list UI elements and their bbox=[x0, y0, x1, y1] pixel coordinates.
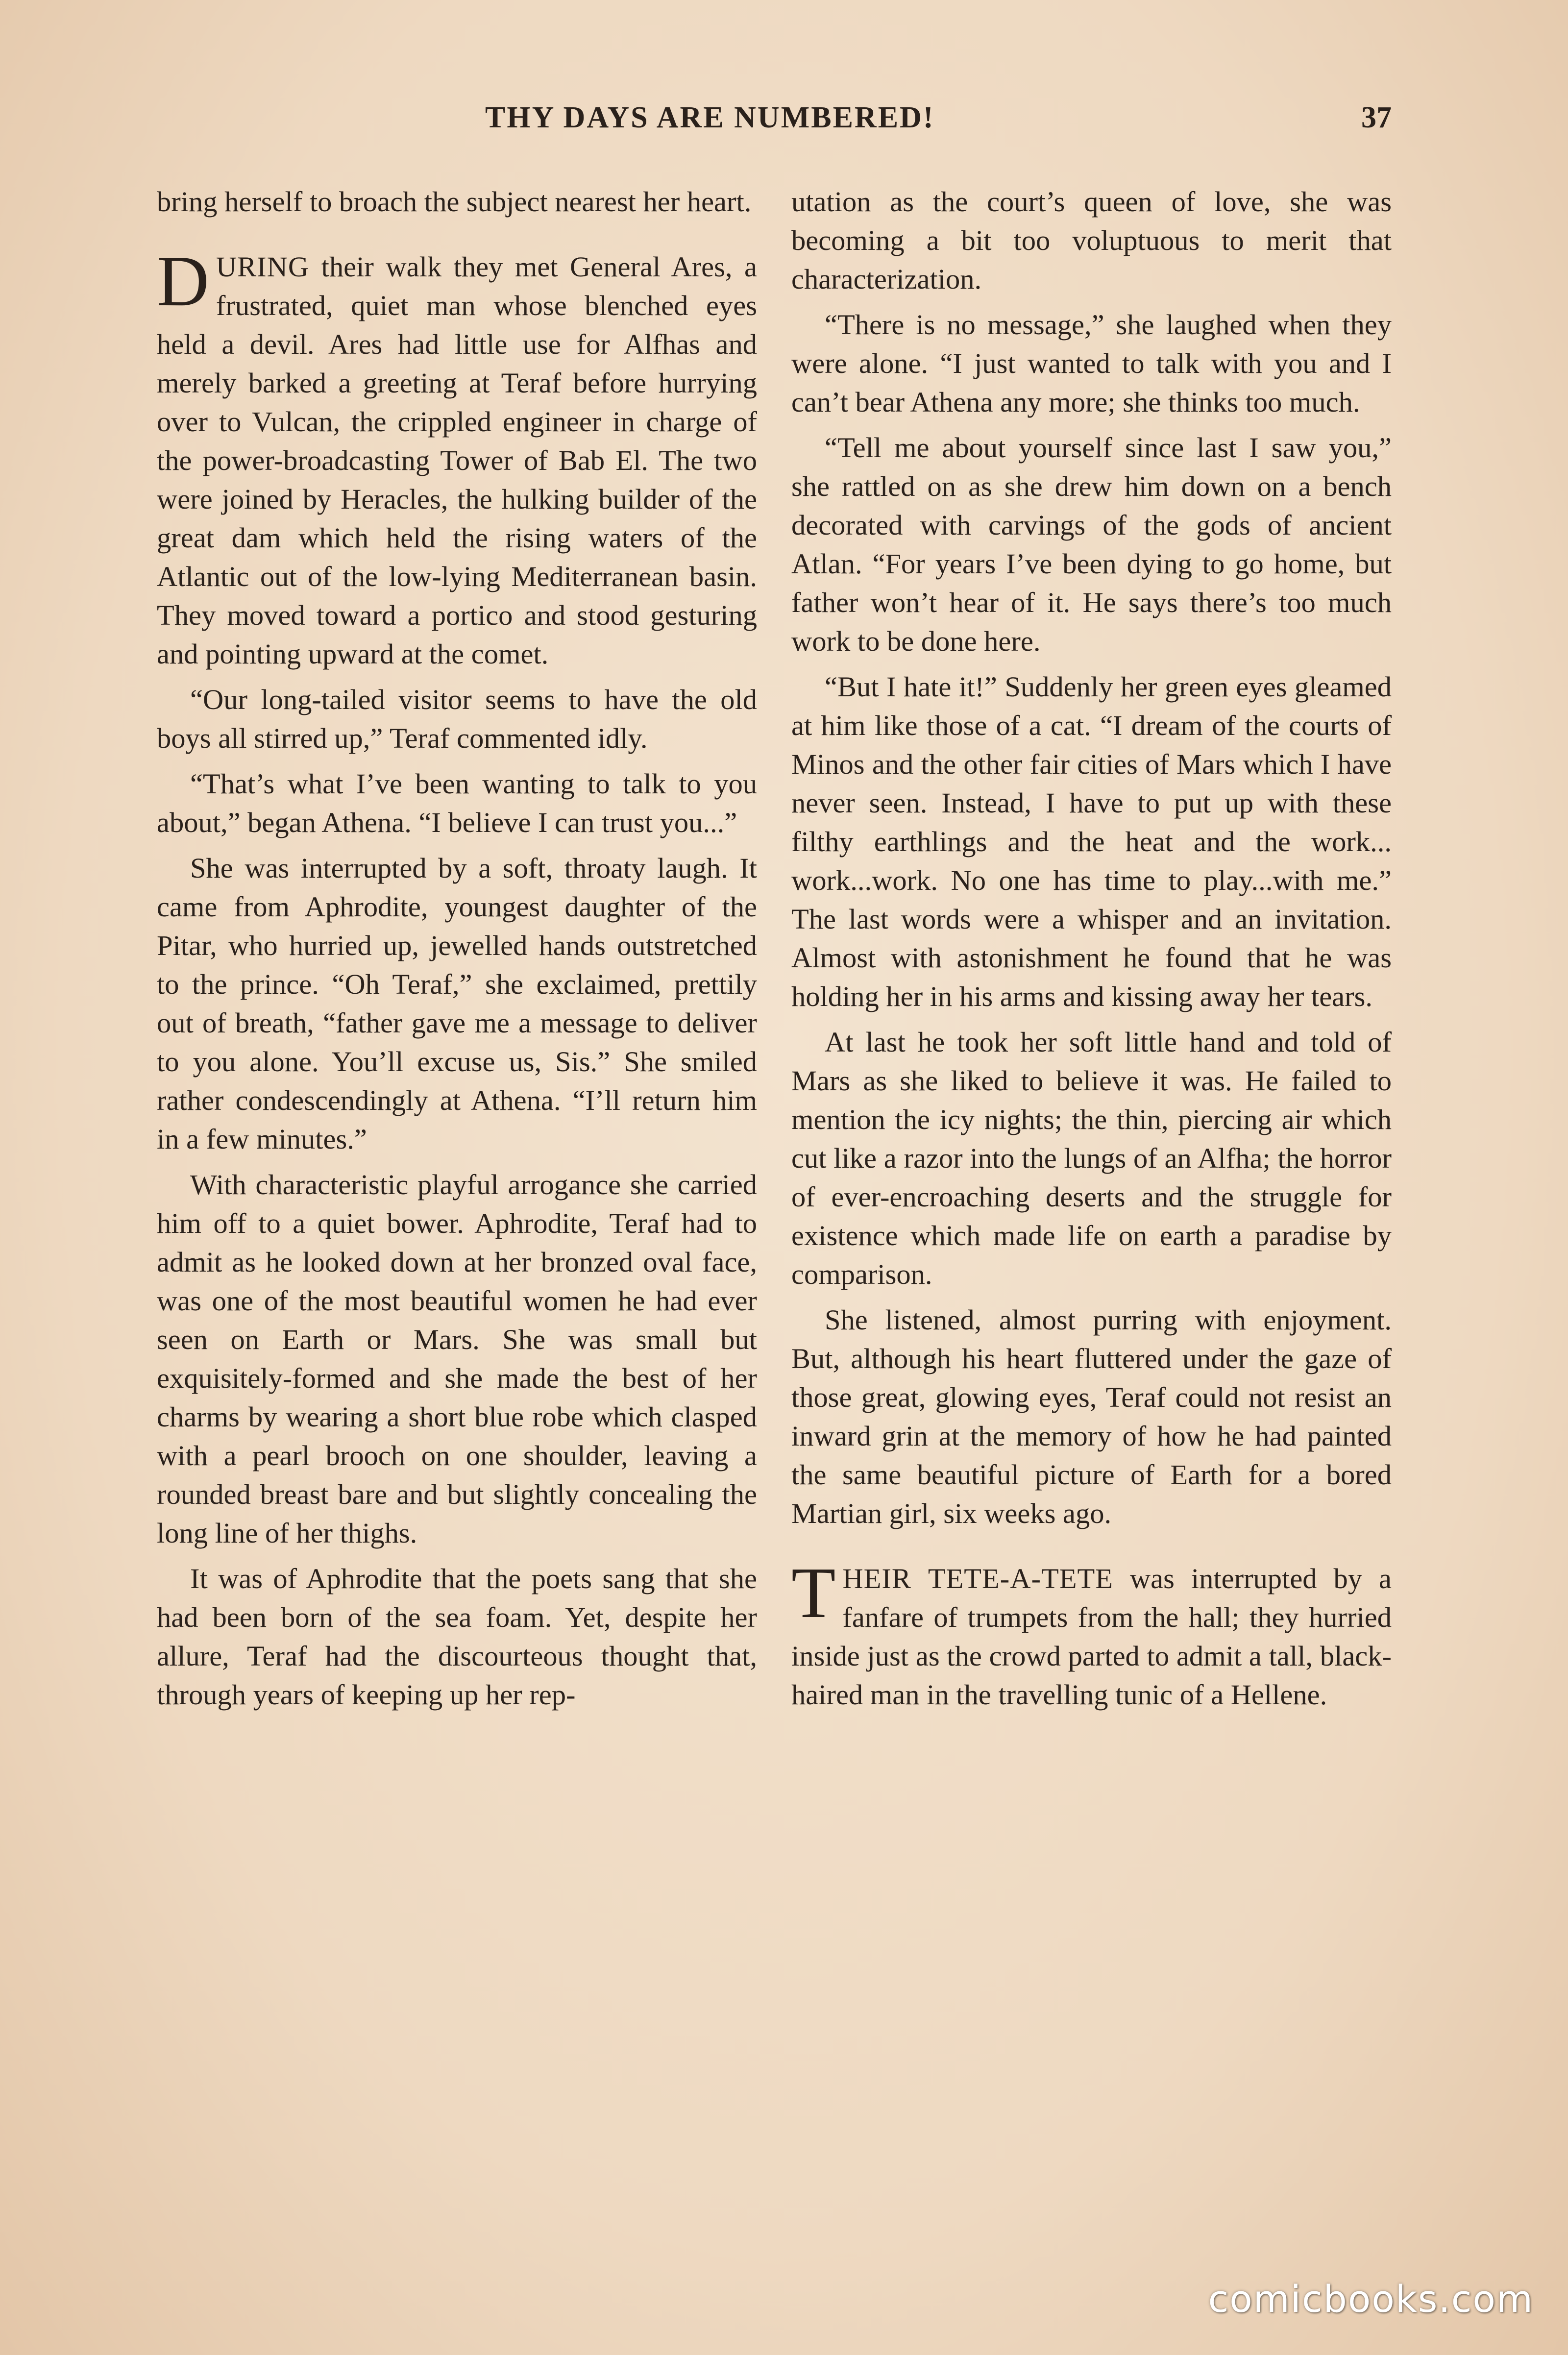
paragraph: “There is no message,” she laughed when they were alone. “I just wanted to talk with you and I can’t bear Athena any more; she thinks too much. bbox=[791, 309, 1392, 418]
paragraph: It was of Aphrodite that the poets sang that she had been born of the sea foam. Yet, despite her allure, Teraf had the discourteous thought that, through years of keeping up her rep- bbox=[157, 1563, 757, 1711]
drop-cap: T bbox=[791, 1553, 836, 1633]
section-paragraph bbox=[157, 241, 757, 673]
paragraph: She listened, almost purring with enjoyment. But, although his heart fluttered under the gaze of those great, glowing eyes, Teraf could not resist an inward grin at the memory of how he had painted the same beautiful picture of Earth for a bored Martian girl, six weeks ago. bbox=[791, 1304, 1392, 1529]
page-header bbox=[485, 100, 1392, 145]
paragraph: “But I hate it!” Suddenly her green eyes gleamed at him like those of a cat. “I dream of the courts of Minos and the other fair cities of Mars which I have never seen. Instead, I have to put up with these filthy earthlings and the heat and the work... work...work. No one has time to play...with me.” The last words were a whisper and an invitation. Almost with astonishment he found that he was holding her in his arms and kissing away her tears. bbox=[791, 671, 1392, 1012]
right-column bbox=[791, 182, 1392, 2216]
page-number: 37 bbox=[1361, 101, 1392, 134]
paragraph: “That’s what I’ve been wanting to talk to you about,” began Athena. “I believe I can trust you...” bbox=[157, 768, 757, 838]
lead-in: HEIR TETE-A-TETE bbox=[842, 1563, 1113, 1595]
paragraph: “Tell me about yourself since last I saw you,” she rattled on as she drew him down on a bench decorated with carvings of the gods of ancient Atlan. “For years I’ve been dying to go home, but father won’t hear of it. He says there’s too much work to be done here. bbox=[791, 432, 1392, 657]
paragraph: “Our long-tailed visitor seems to have the old boys all stirred up,” Teraf commented idly. bbox=[157, 684, 757, 754]
paragraph: At last he took her soft little hand and told of Mars as she liked to believe it was. He failed to mention the icy nights; the thin, piercing air which cut like a razor into the lungs of an Alfha; the horror of ever-encroaching deserts and the struggle for existence which made life on earth a paradise by comparison. bbox=[791, 1026, 1392, 1290]
paragraph: She was interrupted by a soft, throaty laugh. It came from Aphrodite, youngest daughter of the Pitar, who hurried up, jewelled hands outstretched to the prince. “Oh Teraf,” she exclaimed, prettily out of breath, “father gave me a message to deliver to you alone. You’ll excuse us, Sis.” She smiled rather condescendingly at Athena. “I’ll return him in a few minutes.” bbox=[157, 852, 757, 1155]
paragraph: bring herself to broach the subject nearest her heart. bbox=[157, 186, 752, 218]
left-column bbox=[157, 182, 757, 2216]
drop-cap: D bbox=[157, 241, 209, 321]
paragraph: With characteristic playful arrogance she carried him off to a quiet bower. Aphrodite, Teraf had to admit as he looked down at her bronzed oval face, was one of the most beautiful women he had ever seen on Earth or Mars. She was small but exquisitely-formed and she made the best of her charms by wearing a short blue robe which clasped with a pearl brooch on one shoulder, leaving a rounded breast bare and but slightly concealing the long line of her thighs. bbox=[157, 1169, 757, 1549]
paragraph-text: was interrupted by a fanfare of trumpets from the hall; they hurried inside just as the crowd parted to admit a tall, black-haired man in the travelling tunic of a Hellene. bbox=[791, 1563, 1392, 1711]
paragraph-text: their walk they met General Ares, a frustrated, quiet man whose blenched eyes held a devil. Ares had little use for Alfhas and merely barked a greeting at Teraf before hurrying over to Vulcan, the crippled engineer in charge of the power-broadcasting Tower of Bab El. The two were joined by Heracles, the hulking builder of the great dam which held the rising waters of the Atlantic out of the low-lying Mediterranean basin. They moved toward a portico and stood gesturing and pointing upward at the comet. bbox=[157, 251, 757, 670]
lead-in: URING bbox=[216, 251, 310, 283]
watermark-logo: comicbooks.com bbox=[1208, 2277, 1534, 2321]
section-paragraph bbox=[791, 1553, 1392, 1714]
running-title: THY DAYS ARE NUMBERED! bbox=[485, 101, 935, 134]
paragraph: utation as the court’s queen of love, she was becoming a bit too voluptuous to merit that characterization. bbox=[791, 186, 1392, 295]
